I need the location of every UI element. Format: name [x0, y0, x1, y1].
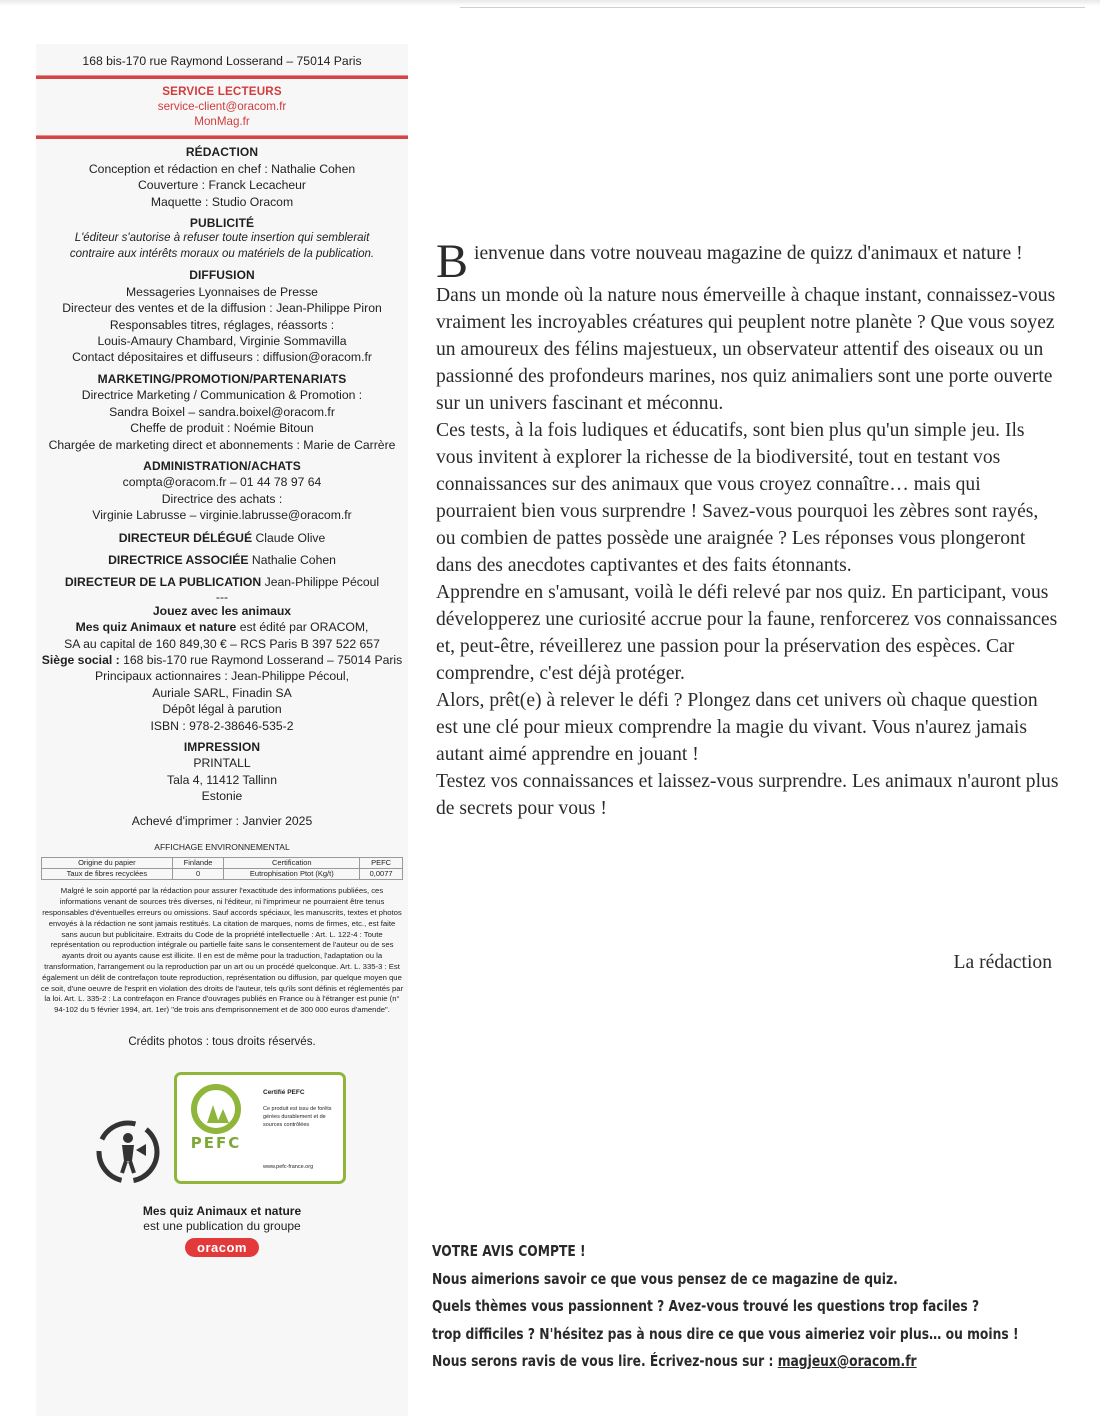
table-cell: PEFC	[360, 858, 403, 869]
feedback-line: Quels thèmes vous passionnent ? Avez-vous trouvé les questions trop faciles ?	[432, 1297, 980, 1315]
directrice-associee-name: Nathalie Cohen	[251, 552, 336, 567]
siege-label: Siège social :	[41, 652, 120, 667]
publicite-line: contraire aux intérêts moraux ou matériels de la publication.	[69, 247, 375, 260]
red-divider-bottom	[36, 135, 408, 139]
marketing-heading: MARKETING/PROMOTION/PARTENARIATS	[97, 371, 347, 386]
table-cell: Certification	[224, 858, 360, 869]
drop-cap: B	[436, 235, 469, 288]
red-divider-top	[36, 75, 408, 79]
publication-name: Mes quiz Animaux et nature	[75, 620, 237, 635]
reader-service-heading: SERVICE LECTEURS	[162, 85, 282, 99]
directeur-publication-label: DIRECTEUR DE LA PUBLICATION	[64, 575, 262, 590]
impression-line: Tala 4, 11412 Tallinn	[167, 772, 277, 787]
table-cell: Eutrophisation Ptot (Kg/t)	[224, 869, 360, 880]
page-top-edge	[0, 0, 1100, 6]
feedback-line: Nous aimerions savoir ce que vous pensez de ce magazine de quiz.	[432, 1269, 898, 1288]
pefc-description: Ce produit est issu de forêts gérées durablement et de sources contrôlées	[263, 1106, 332, 1129]
feedback-contact-prefix: Nous serons ravis de vous lire. Écrivez-nous sur :	[432, 1352, 778, 1370]
colophon-column	[36, 44, 408, 1416]
impression-line: PRINTALL	[193, 756, 251, 771]
editorial-text	[436, 235, 1060, 822]
directeur-delegue-name: Claude Olive	[255, 530, 326, 545]
administration-heading: ADMINISTRATION/ACHATS	[143, 458, 301, 473]
publisher-title: Mes quiz Animaux et nature	[142, 1204, 302, 1219]
marketing-line: Chargée de marketing direct et abonnements : Marie de Carrère	[48, 437, 396, 452]
logos-area	[36, 1072, 408, 1192]
diffusion-line: Messageries Lyonnaises de Presse	[126, 284, 318, 299]
page-top-rule	[460, 7, 1085, 8]
publication-siege	[36, 652, 408, 668]
directeur-delegue	[36, 530, 408, 546]
redaction-line: Couverture : Franck Lecacheur	[138, 178, 306, 193]
feedback-heading: VOTRE AVIS COMPTE !	[432, 1242, 586, 1260]
publication-title: Jouez avec les animaux	[152, 603, 292, 618]
table-cell: Origine du papier	[42, 858, 173, 869]
directrice-associee-label: DIRECTRICE ASSOCIÉE	[108, 552, 249, 567]
pefc-url[interactable]: www.pefc-france.org	[263, 1164, 314, 1171]
marketing-line: Directrice Marketing / Communication & Promotion :	[81, 388, 363, 403]
table-cell: Finlande	[172, 858, 224, 869]
actionnaires-line: Principaux actionnaires : Jean-Philippe Pécoul,	[94, 669, 350, 684]
actionnaires-line: Auriale SARL, Finadin SA	[152, 685, 292, 700]
editorial-intro-rest: ienvenue dans votre nouveau magazine de quizz d'animaux et nature !	[474, 243, 1023, 264]
marketing-line: Cheffe de produit : Noémie Bitoun	[130, 421, 314, 436]
impression-heading: IMPRESSION	[183, 740, 261, 754]
editorial-paragraph: Alors, prêt(e) à relever le défi ? Plongez dans cet univers où chaque question est une clé pour mieux comprendre la magie du vivant. Vous n'aurez jamais autant aimé apprendre en jouant !	[436, 690, 1038, 765]
feedback-email-link[interactable]: magjeux@oracom.fr	[777, 1352, 917, 1370]
directrice-associee	[36, 552, 408, 568]
diffusion-line: Louis-Amaury Chambard, Virginie Sommavilla	[97, 334, 347, 349]
photo-credits: Crédits photos : tous droits réservés.	[128, 1036, 316, 1048]
publication-edited-rest: est édité par ORACOM,	[239, 620, 369, 635]
reader-service	[36, 84, 408, 129]
editorial-paragraph: Testez vos connaissances et laissez-vous surprendre. Les animaux n'auront plus de secrets pour vous !	[436, 771, 1059, 819]
redaction-line: Maquette : Studio Oracom	[150, 194, 294, 209]
depot-legal: Dépôt légal à parution	[162, 702, 282, 717]
redaction-line: Conception et rédaction en chef : Nathalie Cohen	[88, 161, 356, 176]
isbn: ISBN : 978-2-38646-535-2	[150, 718, 294, 733]
diffusion-heading: DIFFUSION	[189, 268, 255, 283]
table-cell: 0,0077	[360, 869, 403, 880]
pefc-trees-icon	[185, 1083, 247, 1171]
administration-line: Virginie Labrusse – virginie.labrusse@oracom.fr	[92, 508, 352, 523]
editorial-paragraph: Dans un monde où la nature nous émerveille à chaque instant, connaissez-vous vraiment les incroyables créatures qui peuplent notre planète ? Que vous soyez un amoureux des félins majestueux, un observateur attentif des oiseaux ou un passionné des profondeurs marines, nos quiz animaliers sont une porte ouverte sur un univers fascinant et méconnu.	[436, 285, 1056, 414]
marketing-line: Sandra Boixel – sandra.boixel@oracom.fr	[109, 404, 335, 419]
administration-line: Directrice des achats :	[161, 491, 283, 506]
table-cell: Taux de fibres recyclées	[42, 869, 173, 880]
feedback-line: trop difficiles ? N'hésitez pas à nous dire ce que vous aimeriez voir plus… ou moins !	[432, 1324, 1019, 1343]
separator: ---	[215, 589, 229, 604]
diffusion-line: Contact dépositaires et diffuseurs : diffusion@oracom.fr	[72, 350, 372, 365]
recycle-icon	[96, 1120, 160, 1184]
directeur-publication	[36, 574, 408, 590]
diffusion-line: Responsables titres, réglages, réassorts :	[109, 317, 335, 332]
environment-title: AFFICHAGE ENVIRONNEMENTAL	[154, 842, 290, 853]
legal-notice: Malgré le soin apporté par la rédaction pour assurer l'exactitude des informations publiées, ces informations venant de sources très diverses, ni l'éditeur, ni l'imprimeur ne pourraient être tenus responsables d'éventuelles erreurs ou omissions. Sauf accords spéciaux, les manuscrits, textes et photos envoyés à la rédaction ne sont jamais restitués. La citation de marques, noms de firmes, etc., est faite sans aucun but publicitaire. Extraits du Code de la propriété intellectuelle : Art. L. 122-4 : Toute représentation ou reproduction intégrale ou partielle faite sans le consentement de l'auteur ou de ses ayants droit ou ayants cause est illicite. Il en est de même pour la traduction, l'adaptation ou la transformation, l'arrangement ou la reproduction par un art ou un procédé quelconque. Art. L. 335-3 : Est également un délit de contrefaçon toute reproduction, représentation ou diffusion, par quelque moyen que ce soit, d'une oeuvre de l'esprit en violation des droits de l'auteur, tels qu'ils sont définis et réglementés par la loi. Art. L. 335-2 : La contrefaçon en France d'ouvrages publiés en France ou à l'étranger est punie (n° 94-102 du 5 février 1994, art. 1er) "de trois ans d'emprisonnement et de 300 000 euros d'amende".	[40, 886, 404, 1015]
oracom-logo: oracom	[185, 1238, 259, 1257]
siege-value: 168 bis-170 rue Raymond Losserand – 75014 Paris	[123, 652, 403, 667]
directeur-publication-name: Jean-Philippe Pécoul	[264, 575, 380, 590]
table-row	[42, 869, 403, 880]
spacer	[36, 805, 408, 813]
diffusion-line: Directeur des ventes et de la diffusion : Jean-Philippe Piron	[62, 301, 382, 316]
impression-line: Estonie	[201, 789, 243, 804]
editorial-signature: La rédaction	[953, 952, 1052, 973]
publisher-address: 168 bis-170 rue Raymond Losserand – 75014 Paris	[82, 54, 362, 68]
redaction-heading: RÉDACTION	[185, 145, 259, 160]
environment-table	[41, 857, 403, 880]
acheve-imprimer: Achevé d'imprimer : Janvier 2025	[131, 813, 313, 828]
feedback-contact	[432, 1348, 957, 1376]
publicite-line: L'éditeur s'autorise à refuser toute insertion qui semblerait	[74, 232, 370, 245]
table-row	[42, 858, 403, 869]
reader-service-site[interactable]: MonMag.fr	[194, 115, 250, 129]
directeur-delegue-label: DIRECTEUR DÉLÉGUÉ	[118, 530, 253, 545]
publisher-subtitle: est une publication du groupe	[143, 1219, 301, 1234]
publication-edited	[36, 619, 408, 635]
reader-service-email[interactable]: service-client@oracom.fr	[157, 100, 287, 114]
editorial-paragraph: Ces tests, à la fois ludiques et éducatifs, sont bien plus qu'un simple jeu. Ils vous invitent à explorer la richesse de la biodiversité, tout en testant vos connaissances sur des animaux que vous croyez connaître… mais qui pourraient bien vous surprendre ! Savez-vous pourquoi les zèbres sont rayés, ou combien de pattes possède une araignée ? Les réponses vous plongeront dans des anecdotes captivantes et des faits étonnants.	[436, 420, 1039, 576]
publisher-group	[36, 1204, 408, 1257]
publication-capital: SA au capital de 160 849,30 € – RCS Paris B 397 522 657	[64, 636, 380, 651]
pefc-certified: Certifié PEFC	[263, 1089, 305, 1097]
feedback-box	[432, 1238, 1019, 1376]
publicite-heading: PUBLICITÉ	[189, 216, 255, 231]
editorial-intro	[436, 235, 1060, 288]
table-cell: 0	[172, 869, 224, 880]
administration-line: compta@oracom.fr – 01 44 78 97 64	[122, 475, 322, 490]
pefc-label	[174, 1072, 346, 1184]
editorial-paragraph: Apprendre en s'amusant, voilà le défi relevé par nos quiz. En participant, vous développerez une curiosité accrue pour la faune, renforcerez vos connaissances et, peut-être, réveillerez une passion pour la préservation des espèces. Car comprendre, c'est déjà protéger.	[436, 582, 1058, 684]
pefc-wordmark: PEFC	[190, 1134, 242, 1153]
